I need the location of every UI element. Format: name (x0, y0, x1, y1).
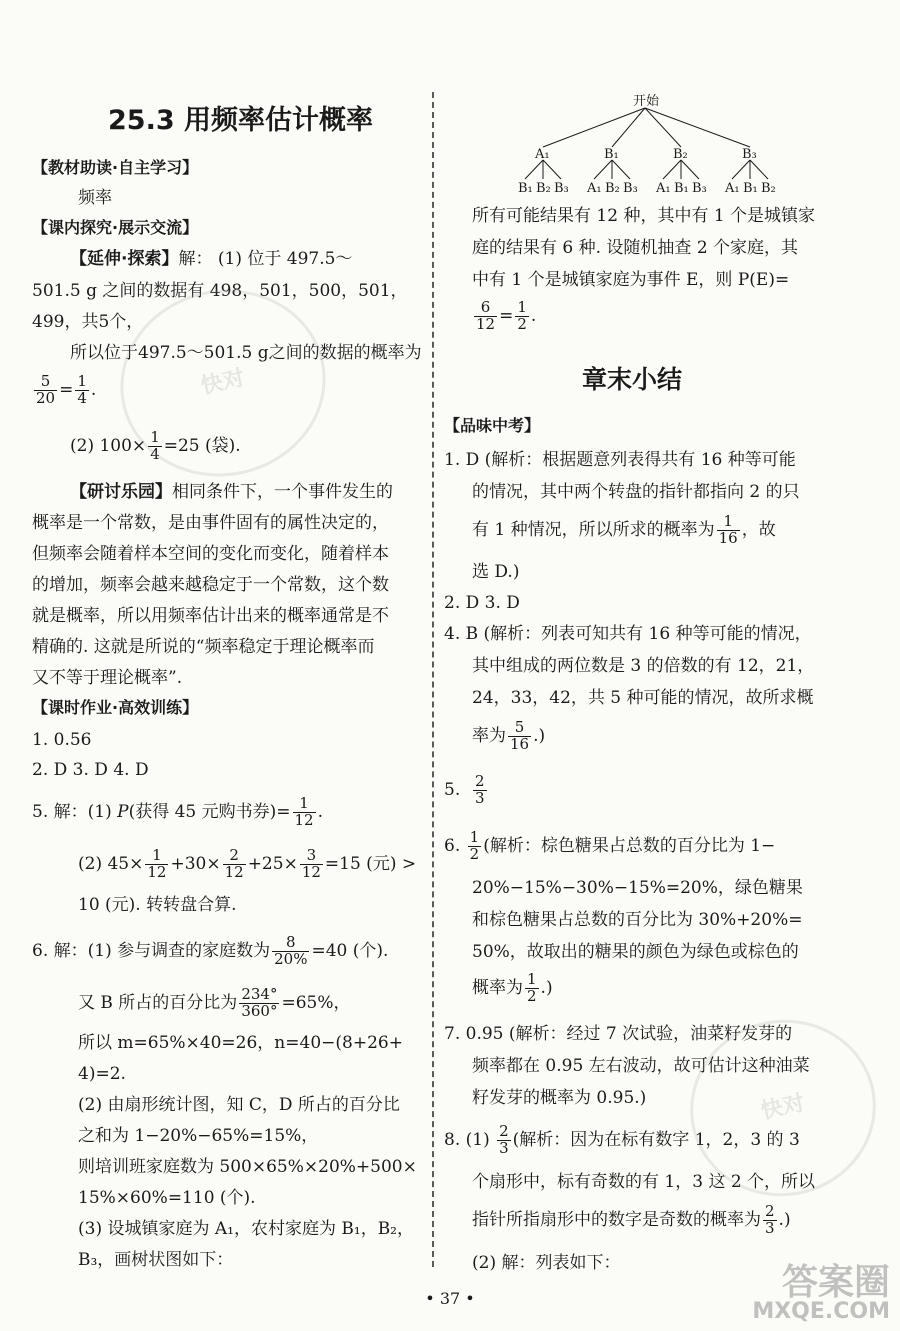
answer-2-4: 2. D 3. D 4. D (32, 760, 149, 780)
answer-6-part-9: (3) 设城镇家庭为 A₁，农村家庭为 B₁，B₂， (78, 1219, 414, 1239)
brand-watermark: 答案圈 MXQE.COM (752, 1262, 890, 1324)
extension-line-3: 499，共5个， (32, 312, 144, 332)
fraction: $\frac{1}{4}$ (77, 372, 87, 407)
fraction: $\frac{2}{3}$ (475, 772, 485, 807)
fraction: $\frac{2}{3}$ (499, 1122, 509, 1157)
question-4-line-4: 率为 $\frac{5}{16}$ .) (472, 718, 546, 753)
discussion-line-1: 【研讨乐园】相同条件下，一个事件发生的 (70, 482, 393, 502)
question-8-line-4: (2) 解：列表如下： (472, 1253, 621, 1273)
tree-leaf: A₁ (656, 181, 671, 196)
tree-leaf: B₁ (674, 181, 689, 196)
tree-leaf: A₁ (725, 181, 740, 196)
heading-class-exploration: 【课内探究·展示交流】 (32, 218, 199, 237)
tree-leaf: B₂ (761, 181, 776, 196)
fraction: $\frac{1}{2}$ (517, 298, 527, 333)
discussion-line-4: 的增加，频率会越来越稳定于一个常数，这个数 (32, 575, 389, 595)
question-6-line-1: 6. $\frac{1}{2}$ (解析：棕色糖果占总数的百分比为 1− (444, 828, 776, 863)
chapter-summary-title: 章末小结 (582, 365, 683, 394)
question-6-line-2: 20%−15%−30%−15%=20%，绿色糖果 (472, 878, 803, 898)
tree-result-line-1: 所有可能结果有 12 种，其中有 1 个是城镇家 (472, 206, 816, 226)
question-6-line-3: 和棕色糖果占总数的百分比为 30%+20%= (472, 910, 803, 930)
answer-6-part-5: (2) 由扇形统计图，知 C，D 所占的百分比 (78, 1095, 400, 1115)
column-divider (432, 92, 434, 1267)
answer-6-part-1: 6. 解：(1) 参与调查的家庭数为 $\frac{8}{20\%}$ =40 (个). (32, 933, 389, 968)
tree-node-l1: B₃ (742, 147, 757, 162)
question-8-line-2: 个扇形中，标有奇数的有 1，3 这 2 个，所以 (472, 1172, 816, 1192)
answer-5-part-2: (2) 45× $\frac{1}{12}$ +30× $\frac{2}{12}$ +25× $\frac{3}{12}$ =15 (元) > (78, 846, 417, 881)
fraction: $\frac{1}{12}$ (294, 794, 314, 829)
tree-result-fraction-line: $\frac{6}{12}$ = $\frac{1}{2}$ . (476, 298, 537, 333)
question-1-line-4: 选 D.) (472, 562, 520, 582)
answer-5-part-3: 10 (元). 转转盘合算. (78, 895, 237, 915)
answer-6-part-7: 则培训班家庭数为 500×65%×20%+500× (78, 1157, 417, 1177)
tree-result-line-3: 中有 1 个是城镇家庭为事件 E，则 P(E)= (472, 270, 790, 290)
extension-fraction-line: $\frac{5}{20}$ = $\frac{1}{4}$ . (36, 372, 97, 407)
fraction: $\frac{234^\circ}{360^\circ}$ (241, 985, 278, 1020)
question-1-line-3: 有 1 种情况，所以所求的概率为 $\frac{1}{16}$ ，故 (472, 512, 776, 547)
fraction: $\frac{8}{20\%}$ (274, 933, 308, 968)
tree-leaf: B₃ (623, 181, 638, 196)
tree-result-line-2: 庭的结果有 6 种. 设随机抽查 2 个家庭，其 (472, 238, 799, 258)
discussion-line-2: 概率是一个常数，是由事件固有的属性决定的， (32, 513, 389, 533)
fraction: $\frac{1}{2}$ (527, 970, 537, 1005)
question-7-line-3: 籽发芽的概率为 0.95.) (472, 1088, 647, 1108)
question-8-line-1: 8. (1) $\frac{2}{3}$ (解析：因为在标有数字 1，2，3 的 3 (444, 1122, 800, 1157)
fraction: $\frac{2}{3}$ (765, 1202, 775, 1237)
watermark-stamp: 快对 (103, 271, 343, 496)
tree-leaf: B₂ (605, 181, 620, 196)
fraction: $\frac{5}{20}$ (36, 372, 56, 407)
tree-node-l1: B₁ (604, 147, 619, 162)
tree-leaf: B₃ (692, 181, 707, 196)
fraction: $\frac{2}{12}$ (224, 846, 244, 881)
tree-root-label: 开始 (633, 94, 660, 109)
answer-1: 1. 0.56 (32, 730, 92, 750)
fraction: $\frac{1}{16}$ (718, 512, 738, 547)
discussion-line-7: 又不等于理论概率”. (32, 668, 183, 688)
question-1-line-1: 1. D (解析：根据题意列表得共有 16 种等可能 (444, 450, 796, 470)
answer-6-part-8: 15%×60%=110 (个). (78, 1188, 256, 1208)
tree-leaf: A₁ (587, 181, 602, 196)
fraction: $\frac{5}{16}$ (510, 718, 530, 753)
tree-leaf: B₂ (536, 181, 551, 196)
answer-frequency: 频率 (78, 188, 112, 208)
tree-leaf: B₁ (743, 181, 758, 196)
answer-6-part-6: 之和为 1−20%−65%=15%， (78, 1126, 319, 1146)
extension-line-1: 【延伸·探索】解： (1) 位于 497.5～ (70, 249, 353, 269)
question-1-line-2: 的情况，其中两个转盘的指针都指向 2 的只 (472, 482, 800, 502)
question-8-line-3: 指针所指扇形中的数字是奇数的概率为 $\frac{2}{3}$ .) (472, 1202, 791, 1237)
tree-node-l1: A₁ (535, 147, 550, 162)
discussion-line-6: 精确的. 这就是所说的“频率稳定于理论概率而 (32, 637, 375, 657)
tree-node-l1: B₂ (673, 147, 688, 162)
answer-6-part-4: 4)=2. (78, 1064, 126, 1084)
heading-textbook-guide: 【教材助读·自主学习】 (32, 158, 199, 177)
answer-5-part-1: 5. 解：(1) P(获得 45 元购书券)= $\frac{1}{12}$ . (32, 794, 324, 829)
question-4-line-2: 其中组成的两位数是 3 的倍数的有 12，21， (472, 656, 815, 676)
tree-branches (525, 108, 768, 179)
extension-line-2: 501.5 g 之间的数据有 498，501，500，501， (32, 281, 408, 301)
question-7-line-1: 7. 0.95 (解析：经过 7 次试验，油菜籽发芽的 (444, 1024, 793, 1044)
tree-leaf: B₃ (554, 181, 569, 196)
heading-homework: 【课时作业·高效训练】 (32, 698, 199, 717)
tree-leaf: B₁ (518, 181, 533, 196)
discussion-line-5: 就是概率，所以用频率估计出来的概率通常是不 (32, 606, 389, 626)
question-5: 5. $\frac{2}{3}$ (444, 772, 485, 807)
fraction: $\frac{3}{12}$ (301, 846, 321, 881)
question-2-3: 2. D 3. D (444, 593, 520, 613)
question-6-line-5: 概率为 $\frac{1}{2}$ .) (472, 970, 553, 1005)
section-title: 25.3 用频率估计概率 (108, 105, 374, 136)
question-6-line-4: 50%，故取出的糖果的颜色为绿色或棕色的 (472, 942, 799, 962)
discussion-line-3: 但频率会随着样本空间的变化而变化，随着样本 (32, 544, 389, 564)
page-number: • 37 • (425, 1289, 475, 1308)
extension-line-4: 所以位于497.5～501.5 g之间的数据的概率为 (70, 343, 422, 363)
question-4-line-1: 4. B (解析：列表可知共有 16 种等可能的情况， (444, 624, 812, 644)
answer-6-part-2: 又 B 所占的百分比为 $\frac{234^\circ}{360^\circ}$ =65%， (78, 985, 351, 1020)
answer-6-part-3: 所以 m=65%×40=26，n=40−(8+26+ (78, 1033, 403, 1053)
fraction: $\frac{1}{12}$ (147, 846, 167, 881)
fraction: $\frac{1}{4}$ (150, 428, 160, 463)
watermark-stamp: 快对 (674, 1003, 893, 1214)
question-4-line-3: 24，33，42，共 5 种可能的情况，故所求概 (472, 688, 814, 708)
fraction: $\frac{1}{2}$ (469, 828, 480, 863)
question-7-line-2: 频率都在 0.95 左右波动，故可估计这种油菜 (472, 1056, 810, 1076)
extension-line-5: (2) 100× $\frac{1}{4}$ =25 (袋). (70, 428, 241, 463)
answer-6-part-10: B₃，画树状图如下： (78, 1250, 234, 1270)
heading-exam-review: 【品味中考】 (444, 416, 541, 435)
fraction: $\frac{6}{12}$ (476, 298, 496, 333)
tree-diagram (505, 92, 795, 197)
